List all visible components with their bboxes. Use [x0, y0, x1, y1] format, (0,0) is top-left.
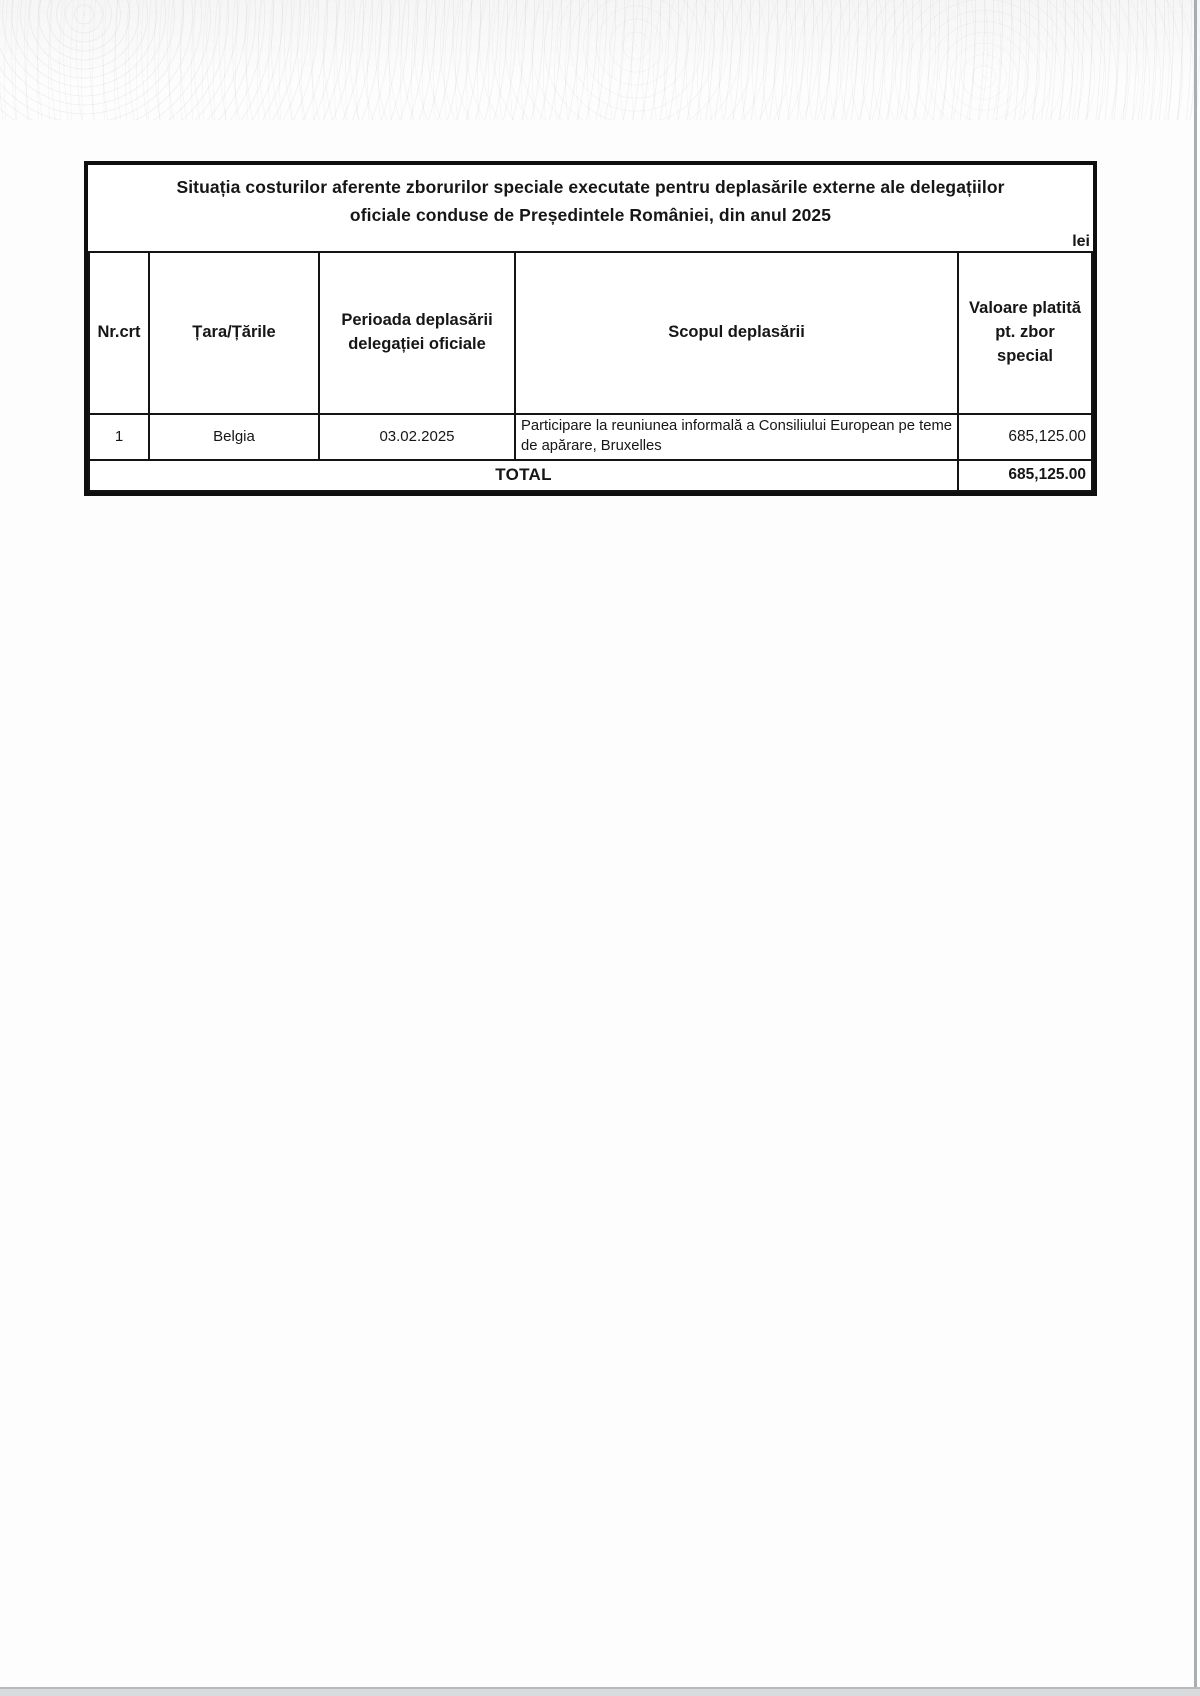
scan-noise-artifact	[0, 0, 1200, 120]
title-block	[88, 165, 1093, 251]
header-nr-crt: Nr.crt	[89, 252, 149, 414]
cell-value: 685,125.00	[958, 414, 1092, 460]
header-country: Țara/Țările	[149, 252, 319, 414]
document-title-line2: oficiale conduse de Președintele României, din anul 2025	[349, 205, 832, 225]
header-period: Perioada deplasării delegației oficiale	[319, 252, 515, 414]
cell-purpose: Participare la reuniunea informală a Consiliului European pe teme de apărare, Bruxelles	[515, 414, 958, 460]
total-row	[89, 460, 1092, 491]
header-purpose: Scopul deplasării	[515, 252, 958, 414]
cell-nr-crt: 1	[89, 414, 149, 460]
document-table-box	[84, 161, 1097, 496]
table-row	[89, 414, 1092, 460]
cell-country: Belgia	[149, 414, 319, 460]
total-label: TOTAL	[89, 460, 958, 491]
cost-table	[88, 251, 1093, 492]
header-value: Valoare platită pt. zbor special	[958, 252, 1092, 414]
scan-edge-bottom-artifact	[0, 1687, 1200, 1696]
cell-period: 03.02.2025	[319, 414, 515, 460]
document-title	[88, 165, 1093, 229]
total-value: 685,125.00	[958, 460, 1092, 491]
document-title-line1: Situația costurilor aferente zborurilor speciale executate pentru deplasările externe ale delegațiilor	[176, 177, 1005, 197]
currency-label: lei	[1072, 233, 1090, 250]
scan-edge-right-artifact	[1194, 0, 1197, 1696]
table-header-row	[89, 252, 1092, 414]
